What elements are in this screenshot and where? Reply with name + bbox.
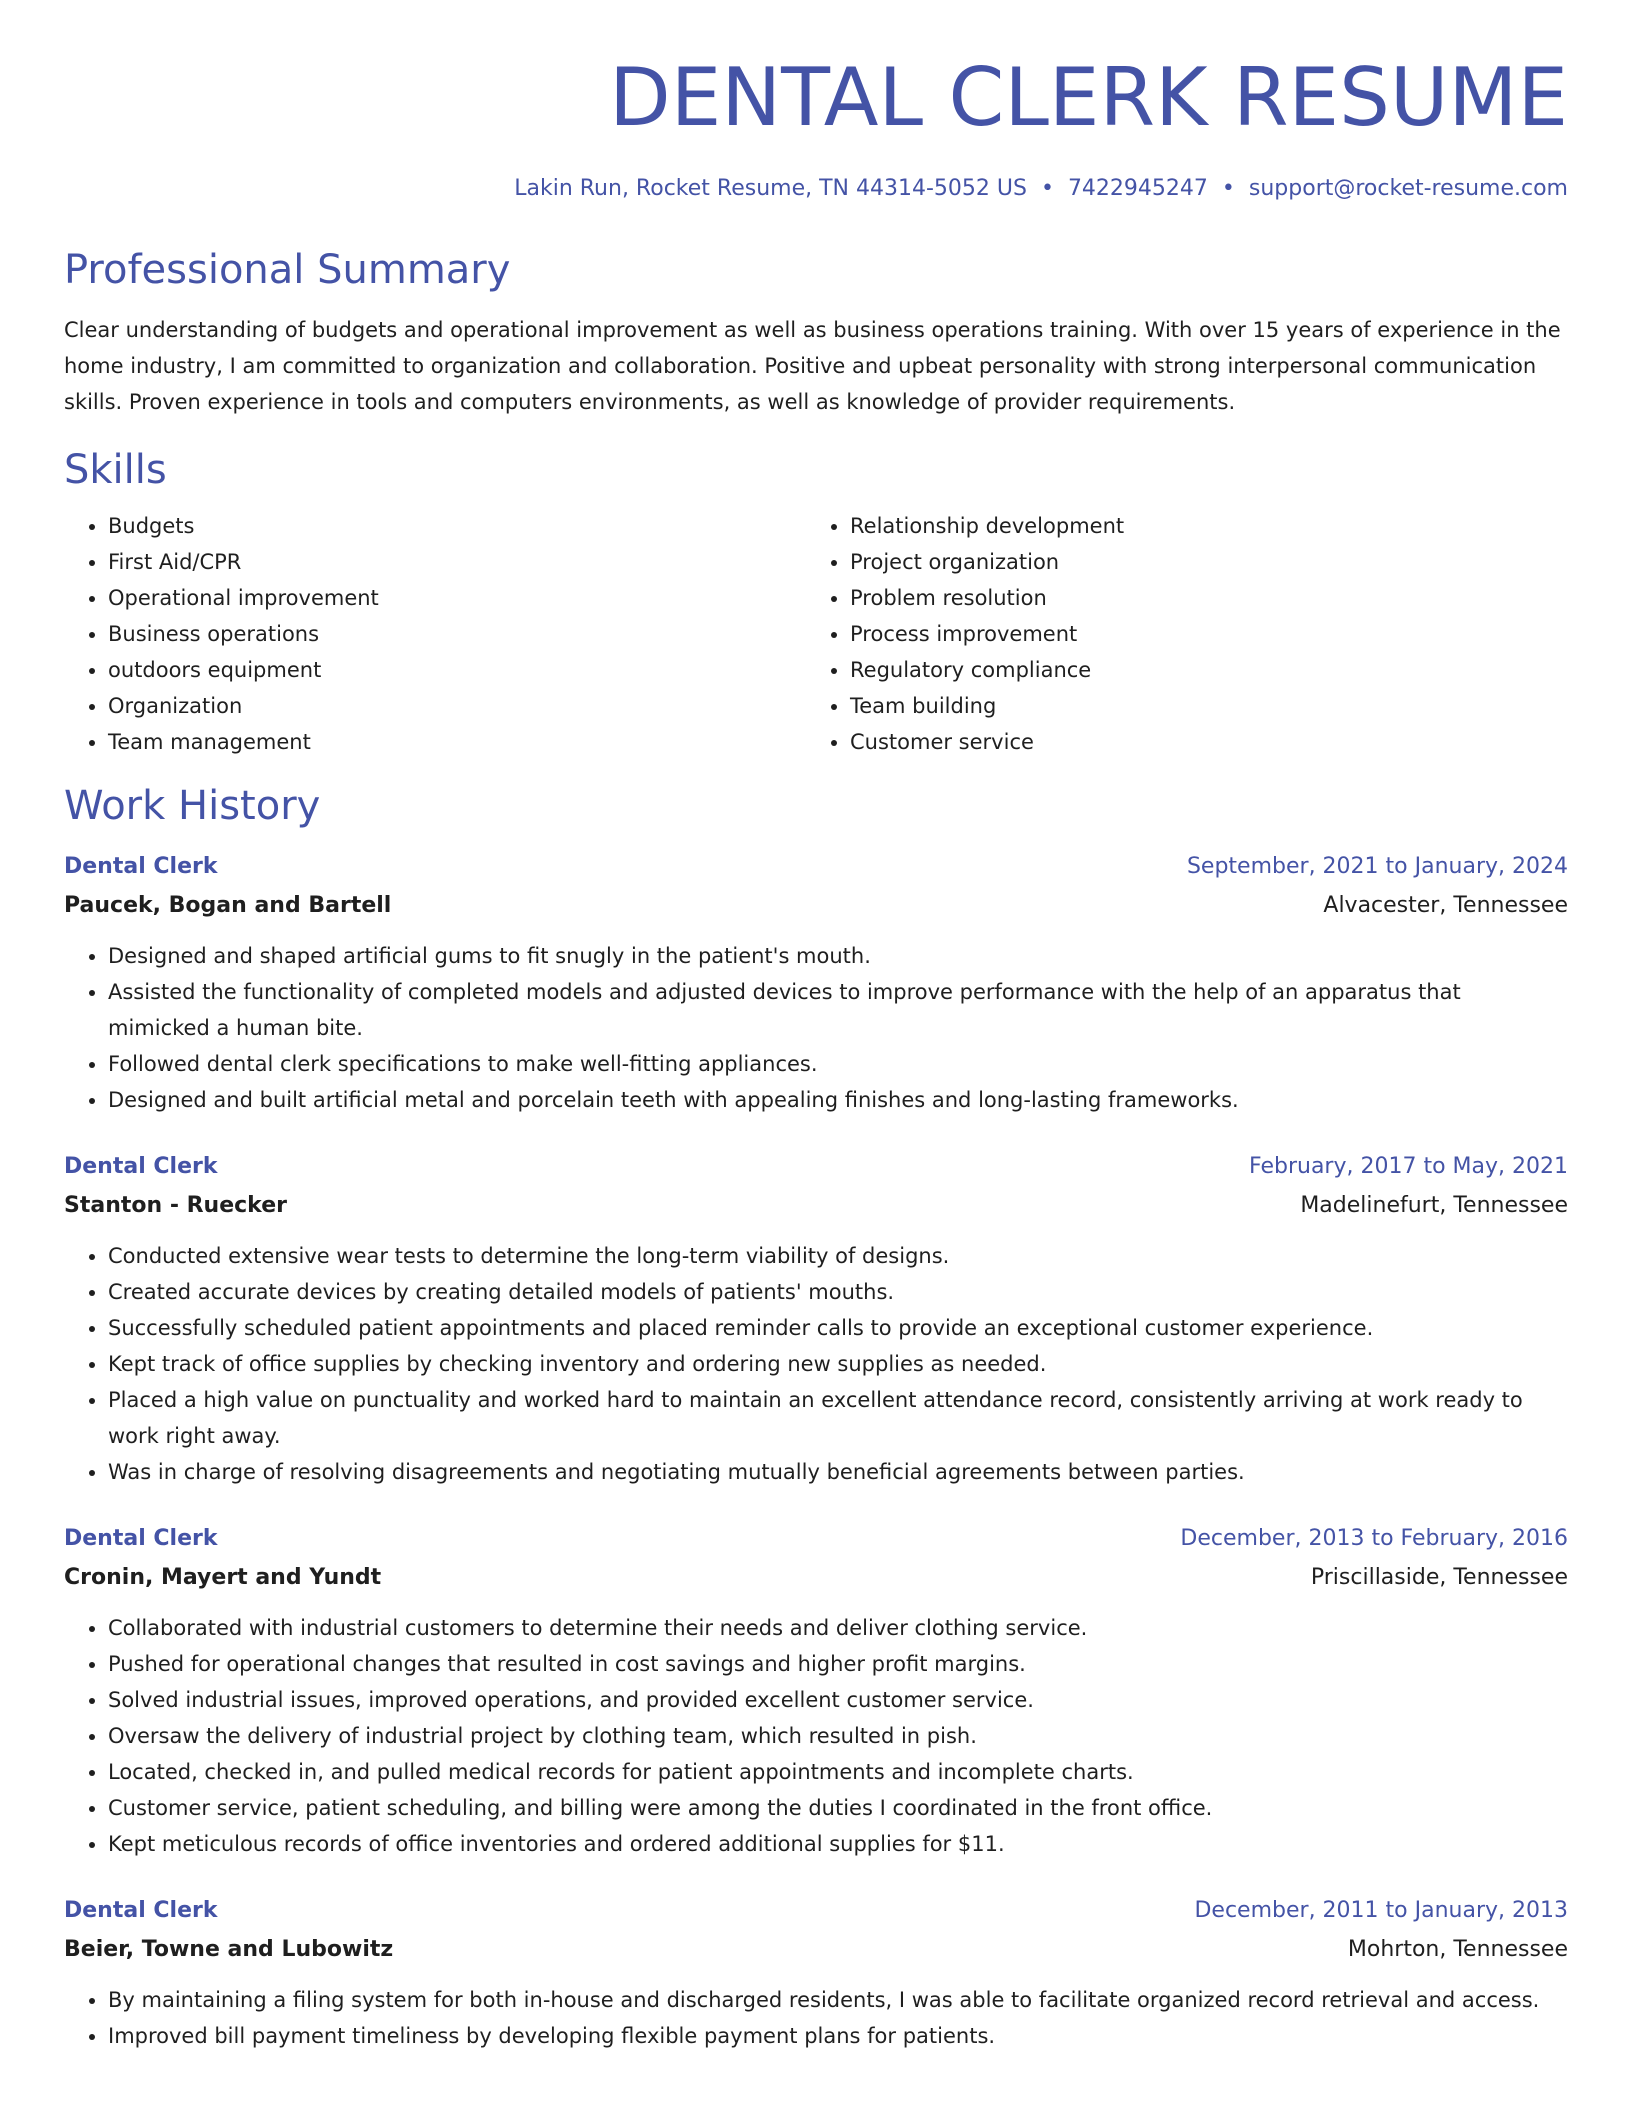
job-dates: September, 2021 to January, 2024 bbox=[1186, 854, 1568, 879]
skills-left-list bbox=[64, 508, 806, 760]
job-duty: • Located, checked in, and pulled medical records for patient appointments and incomplete charts. bbox=[108, 1754, 1568, 1790]
skill-item: • Operational improvement bbox=[108, 580, 806, 616]
job-entry bbox=[64, 1148, 1568, 1490]
job-duty: • Customer service, patient scheduling, and billing were among the duties I coordinated in the front office. bbox=[108, 1790, 1568, 1826]
skill-item: • Team building bbox=[850, 688, 1548, 724]
contact-separator: • bbox=[1221, 176, 1235, 201]
skill-item: • Business operations bbox=[108, 616, 806, 652]
job-duty: • Assisted the functionality of completed models and adjusted devices to improve performance with the help of an apparatus that mimicked a human bite. bbox=[108, 974, 1568, 1046]
job-title: Dental Clerk bbox=[64, 1526, 218, 1551]
job-duty: • Was in charge of resolving disagreements and negotiating mutually beneficial agreements between parties. bbox=[108, 1454, 1568, 1490]
summary-text: Clear understanding of budgets and operational improvement as well as business operations training. With over 15 years of experience in the home industry, I am committed to organization and collaboration. Positive and upbeat personality with strong interpersonal communication skills. Proven experience in tools and computers environments, as well as knowledge of provider requirements. bbox=[64, 318, 1561, 414]
job-company: Stanton - Ruecker bbox=[64, 1193, 287, 1218]
work-history-section bbox=[64, 782, 1568, 2054]
skills-columns bbox=[64, 508, 1568, 760]
job-duties-list bbox=[64, 1982, 1568, 2054]
job-company: Beier, Towne and Lubowitz bbox=[64, 1937, 394, 1962]
job-location: Alvacester, Tennessee bbox=[1323, 893, 1568, 918]
job-entry bbox=[64, 1520, 1568, 1862]
job-duties-list bbox=[64, 1238, 1568, 1490]
skill-item: • Team management bbox=[108, 724, 806, 760]
skill-item: • Budgets bbox=[108, 508, 806, 544]
job-location: Mohrton, Tennessee bbox=[1347, 1937, 1568, 1962]
job-dates: February, 2017 to May, 2021 bbox=[1249, 1154, 1568, 1179]
resume-header bbox=[64, 0, 1568, 204]
job-duty: • Designed and built artificial metal and porcelain teeth with appealing finishes and long-lasting frameworks. bbox=[108, 1082, 1568, 1118]
skills-right-list bbox=[806, 508, 1548, 760]
skill-item: • outdoors equipment bbox=[108, 652, 806, 688]
job-title: Dental Clerk bbox=[64, 854, 218, 879]
job-duty: • Kept track of office supplies by checking inventory and ordering new supplies as needed. bbox=[108, 1346, 1568, 1382]
work-history-heading: Work History bbox=[64, 783, 321, 829]
job-duty: • Placed a high value on punctuality and worked hard to maintain an excellent attendance record, consistently arriving at work ready to work right away. bbox=[108, 1382, 1568, 1454]
job-entry bbox=[64, 1892, 1568, 2054]
contact-address: Lakin Run, Rocket Resume, TN 44314-5052 US bbox=[514, 176, 1027, 201]
job-location: Madelinefurt, Tennessee bbox=[1300, 1193, 1568, 1218]
contact-phone: 7422945247 bbox=[1067, 176, 1208, 201]
contact-separator: • bbox=[1040, 176, 1054, 201]
job-dates: December, 2013 to February, 2016 bbox=[1180, 1526, 1568, 1551]
job-duties-list bbox=[64, 938, 1568, 1118]
skill-item: • Customer service bbox=[850, 724, 1548, 760]
job-entry bbox=[64, 848, 1568, 1118]
job-title: Dental Clerk bbox=[64, 1154, 218, 1179]
job-duty: • Oversaw the delivery of industrial project by clothing team, which resulted in pish. bbox=[108, 1718, 1568, 1754]
skills-section bbox=[64, 446, 1568, 760]
contact-email[interactable]: support@rocket-resume.com bbox=[1248, 176, 1568, 201]
job-duty: • Successfully scheduled patient appointments and placed reminder calls to provide an exceptional customer experience. bbox=[108, 1310, 1568, 1346]
job-duty: • Kept meticulous records of office inventories and ordered additional supplies for $11. bbox=[108, 1826, 1568, 1862]
job-location: Priscillaside, Tennessee bbox=[1310, 1565, 1568, 1590]
summary-section bbox=[64, 246, 1568, 420]
job-duty: • Solved industrial issues, improved operations, and provided excellent customer service. bbox=[108, 1682, 1568, 1718]
job-company: Cronin, Mayert and Yundt bbox=[64, 1565, 382, 1590]
skill-item: • Process improvement bbox=[850, 616, 1548, 652]
job-duty: • Created accurate devices by creating detailed models of patients' mouths. bbox=[108, 1274, 1568, 1310]
job-dates: December, 2011 to January, 2013 bbox=[1194, 1898, 1568, 1923]
skill-item: • Relationship development bbox=[850, 508, 1548, 544]
summary-heading: Professional Summary bbox=[64, 247, 511, 293]
skills-heading: Skills bbox=[64, 447, 167, 493]
resume-title: DENTAL CLERK RESUME bbox=[609, 51, 1568, 144]
job-duty: • Conducted extensive wear tests to determine the long-term viability of designs. bbox=[108, 1238, 1568, 1274]
skill-item: • Problem resolution bbox=[850, 580, 1548, 616]
job-duty: • Improved bill payment timeliness by developing flexible payment plans for patients. bbox=[108, 2018, 1568, 2054]
job-duty: • Followed dental clerk specifications to make well-fitting appliances. bbox=[108, 1046, 1568, 1082]
job-duty: • Collaborated with industrial customers to determine their needs and deliver clothing service. bbox=[108, 1610, 1568, 1646]
contact-line bbox=[64, 174, 1568, 204]
skill-item: • Regulatory compliance bbox=[850, 652, 1548, 688]
job-duties-list bbox=[64, 1610, 1568, 1862]
job-duty: • Pushed for operational changes that resulted in cost savings and higher profit margins. bbox=[108, 1646, 1568, 1682]
job-company: Paucek, Bogan and Bartell bbox=[64, 893, 392, 918]
job-duty: • By maintaining a filing system for both in-house and discharged residents, I was able to facilitate organized record retrieval and access. bbox=[108, 1982, 1568, 2018]
resume-page bbox=[64, 0, 1568, 2112]
job-duty: • Designed and shaped artificial gums to fit snugly in the patient's mouth. bbox=[108, 938, 1568, 974]
skill-item: • First Aid/CPR bbox=[108, 544, 806, 580]
skill-item: • Project organization bbox=[850, 544, 1548, 580]
job-title: Dental Clerk bbox=[64, 1898, 218, 1923]
skill-item: • Organization bbox=[108, 688, 806, 724]
